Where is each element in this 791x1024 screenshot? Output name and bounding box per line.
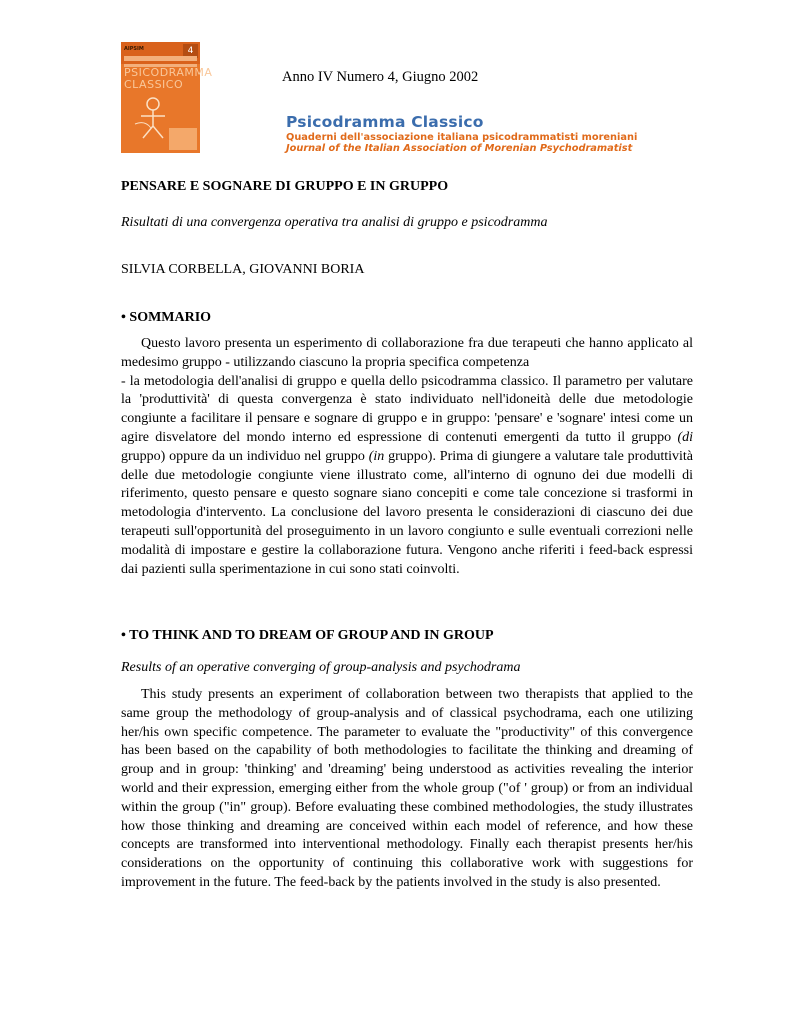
summary-en-paragraph: This study presents an experiment of collaboration between two therapists that applied to the same group the methodology of group-analysis and of classical psychodrama, each one utilizing her/his own specific competence. The parameter to evaluate the "productivity" of this convergence has been based on the capability of both methodologies to facilitate the thinking and dreaming of group and in group: 'thinking' and 'dreaming' being understood as activities revealing the interior world and their expression, emerging either from the whole group ("of ' group) or from an individual within the group ("in" group). Before evaluating these combined methodologies, the study illustrates how those thinking and dreaming are conceived within each model of reference, and how these concepts are transformed into interventional methodology. Finally each therapist presents her/his considerations on the opportunity of continuing this collaborative work with suggestions for improvement in the future. The feed-back by the patients involved in the study is also presented. [121, 687, 693, 890]
summary-it [121, 335, 693, 579]
summary-it-paragraph-2 [121, 373, 693, 580]
cover-issue-number: 4 [183, 44, 198, 58]
article-authors: SILVIA CORBELLA, GIOVANNI BORIA [121, 262, 365, 277]
journal-brand [286, 113, 637, 154]
journal-subtitle-en: Journal of the Italian Association of Morenian Psychodramatist [286, 143, 633, 154]
cover-title-line2: CLASSICO [124, 78, 184, 91]
article-title: PENSARE E SOGNARE DI GRUPPO E IN GRUPPO [121, 179, 449, 194]
summary-it-paragraph-1: Questo lavoro presenta un esperimento di collaborazione fra due terapeuti che hanno applicato al medesimo gruppo - utilizzando ciascuno la propria specifica competenza [121, 336, 693, 370]
cover-label: AIPSIM [124, 46, 144, 52]
summary-en [121, 686, 693, 893]
article-subtitle-en: Results of an operative converging of group-analysis and psychodrama [121, 660, 521, 675]
summary-it-di: (di [677, 429, 693, 445]
summary-it-part-b: gruppo) oppure da un individuo nel gruppo [121, 448, 369, 464]
summary-it-part-c: gruppo). Prima di giungere a valutare tale produttività delle due metodologie congiunte viene illustrato come, all'interno di ognuno dei due modelli di riferimento, questo pensare e questo sognare siano concepiti e come tale concezione si trasformi in metodologia d'intervento. La conclusione del lavoro presenta le considerazioni di ciascuno dei due terapeuti sull'opportunità del proseguimento in un lavoro congiunto e sulle eventuali correzioni nelle modalità di impostare e gestire la collaborazione futura. Vengono anche riferiti i feed-back espressi dai pazienti sulla sperimentazione in cui sono stati coinvolti. [121, 448, 693, 577]
summary-it-in: (in [368, 448, 385, 464]
summary-it-part-a: - la metodologia dell'analisi di gruppo e quella dello psicodramma classico. Il parametro per valutare la 'produttività' di questa convergenza è stato individuato nell'idoneità delle due metodologie congiunte a facilitare il pensare e sognare di gruppo e in gruppo: 'pensare' e 'sognare' intesi come un agire disvelatore del mondo interno ed espressione di contenuti emergenti da tutto il gruppo [121, 373, 693, 445]
article-subtitle-it: Risultati di una convergenza operativa tra analisi di gruppo e psicodramma [121, 215, 548, 230]
cover-band [124, 56, 197, 61]
cover-bottom-strip [169, 128, 197, 150]
cover-title-line1: PSICODRAMMA [124, 66, 213, 79]
issue-info: Anno IV Numero 4, Giugno 2002 [282, 69, 479, 85]
section-heading-english: • TO THINK AND TO DREAM OF GROUP AND IN GROUP [121, 628, 494, 643]
journal-subtitle-it: Quaderni dell'associazione italiana psicodrammatisti moreniani [286, 132, 638, 143]
section-heading-sommario: • SOMMARIO [121, 310, 212, 325]
journal-name: Psicodramma Classico [286, 113, 484, 131]
journal-cover-image [121, 42, 213, 153]
